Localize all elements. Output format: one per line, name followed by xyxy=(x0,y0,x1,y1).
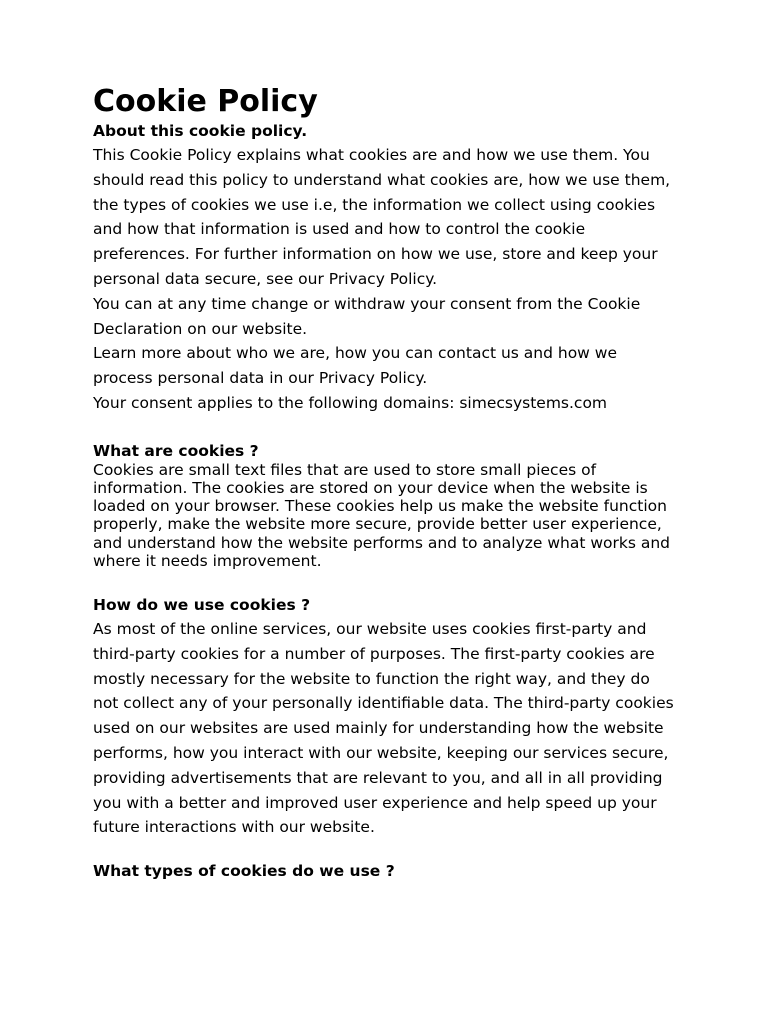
about-paragraph-consent: You can at any time change or withdraw your consent from the Cookie Declaration on our website. xyxy=(93,294,641,338)
section-cookie-types xyxy=(93,859,678,883)
section-what-are-cookies xyxy=(93,441,678,570)
page-title: Cookie Policy xyxy=(93,84,318,119)
what-are-cookies-paragraph: Cookies are small text files that are used to store small pieces of information. The cookies are stored on your device when the website is loaded on your browser. These cookies help us make the website function properly, make the website more secure, provide better user experience, and understand how the website performs and to analyze what works and where it needs improvement. xyxy=(93,460,671,570)
section-about xyxy=(93,119,678,416)
section-how-we-use-cookies xyxy=(93,593,678,840)
section-heading-how-we-use-cookies: How do we use cookies ? xyxy=(93,595,311,614)
section-heading-about: About this cookie policy. xyxy=(93,122,308,140)
section-heading-cookie-types: What types of cookies do we use ? xyxy=(93,862,395,881)
how-we-use-cookies-paragraph: As most of the online services, our website uses cookies first-party and third-party cookies for a number of purposes. The first-party cookies are mostly necessary for the website to function the right way, and they do not collect any of your personally identifiable data. The third-party cookies used on our websites are used mainly for understanding how the website performs, how you interact with our website, keeping our services secure, providing advertisements that are relevant to you, and all in all providing you with a better and improved user experience and help speed up your future interactions with our website. xyxy=(93,619,674,837)
about-paragraph-intro: This Cookie Policy explains what cookies are and how we use them. You should read this policy to understand what cookies are, how we use them, the types of cookies we use i.e, the information we collect using cookies and how that information is used and how to control the cookie preferences. For further information on how we use, store and keep your personal data secure, see our Privacy Policy. xyxy=(93,146,671,288)
section-heading-what-are-cookies: What are cookies ? xyxy=(93,441,259,460)
about-paragraph-learn-more: Learn more about who we are, how you can contact us and how we process personal data in our Privacy Policy. xyxy=(93,344,618,388)
about-paragraph-domains: Your consent applies to the following domains: simecsystems.com xyxy=(93,393,608,412)
